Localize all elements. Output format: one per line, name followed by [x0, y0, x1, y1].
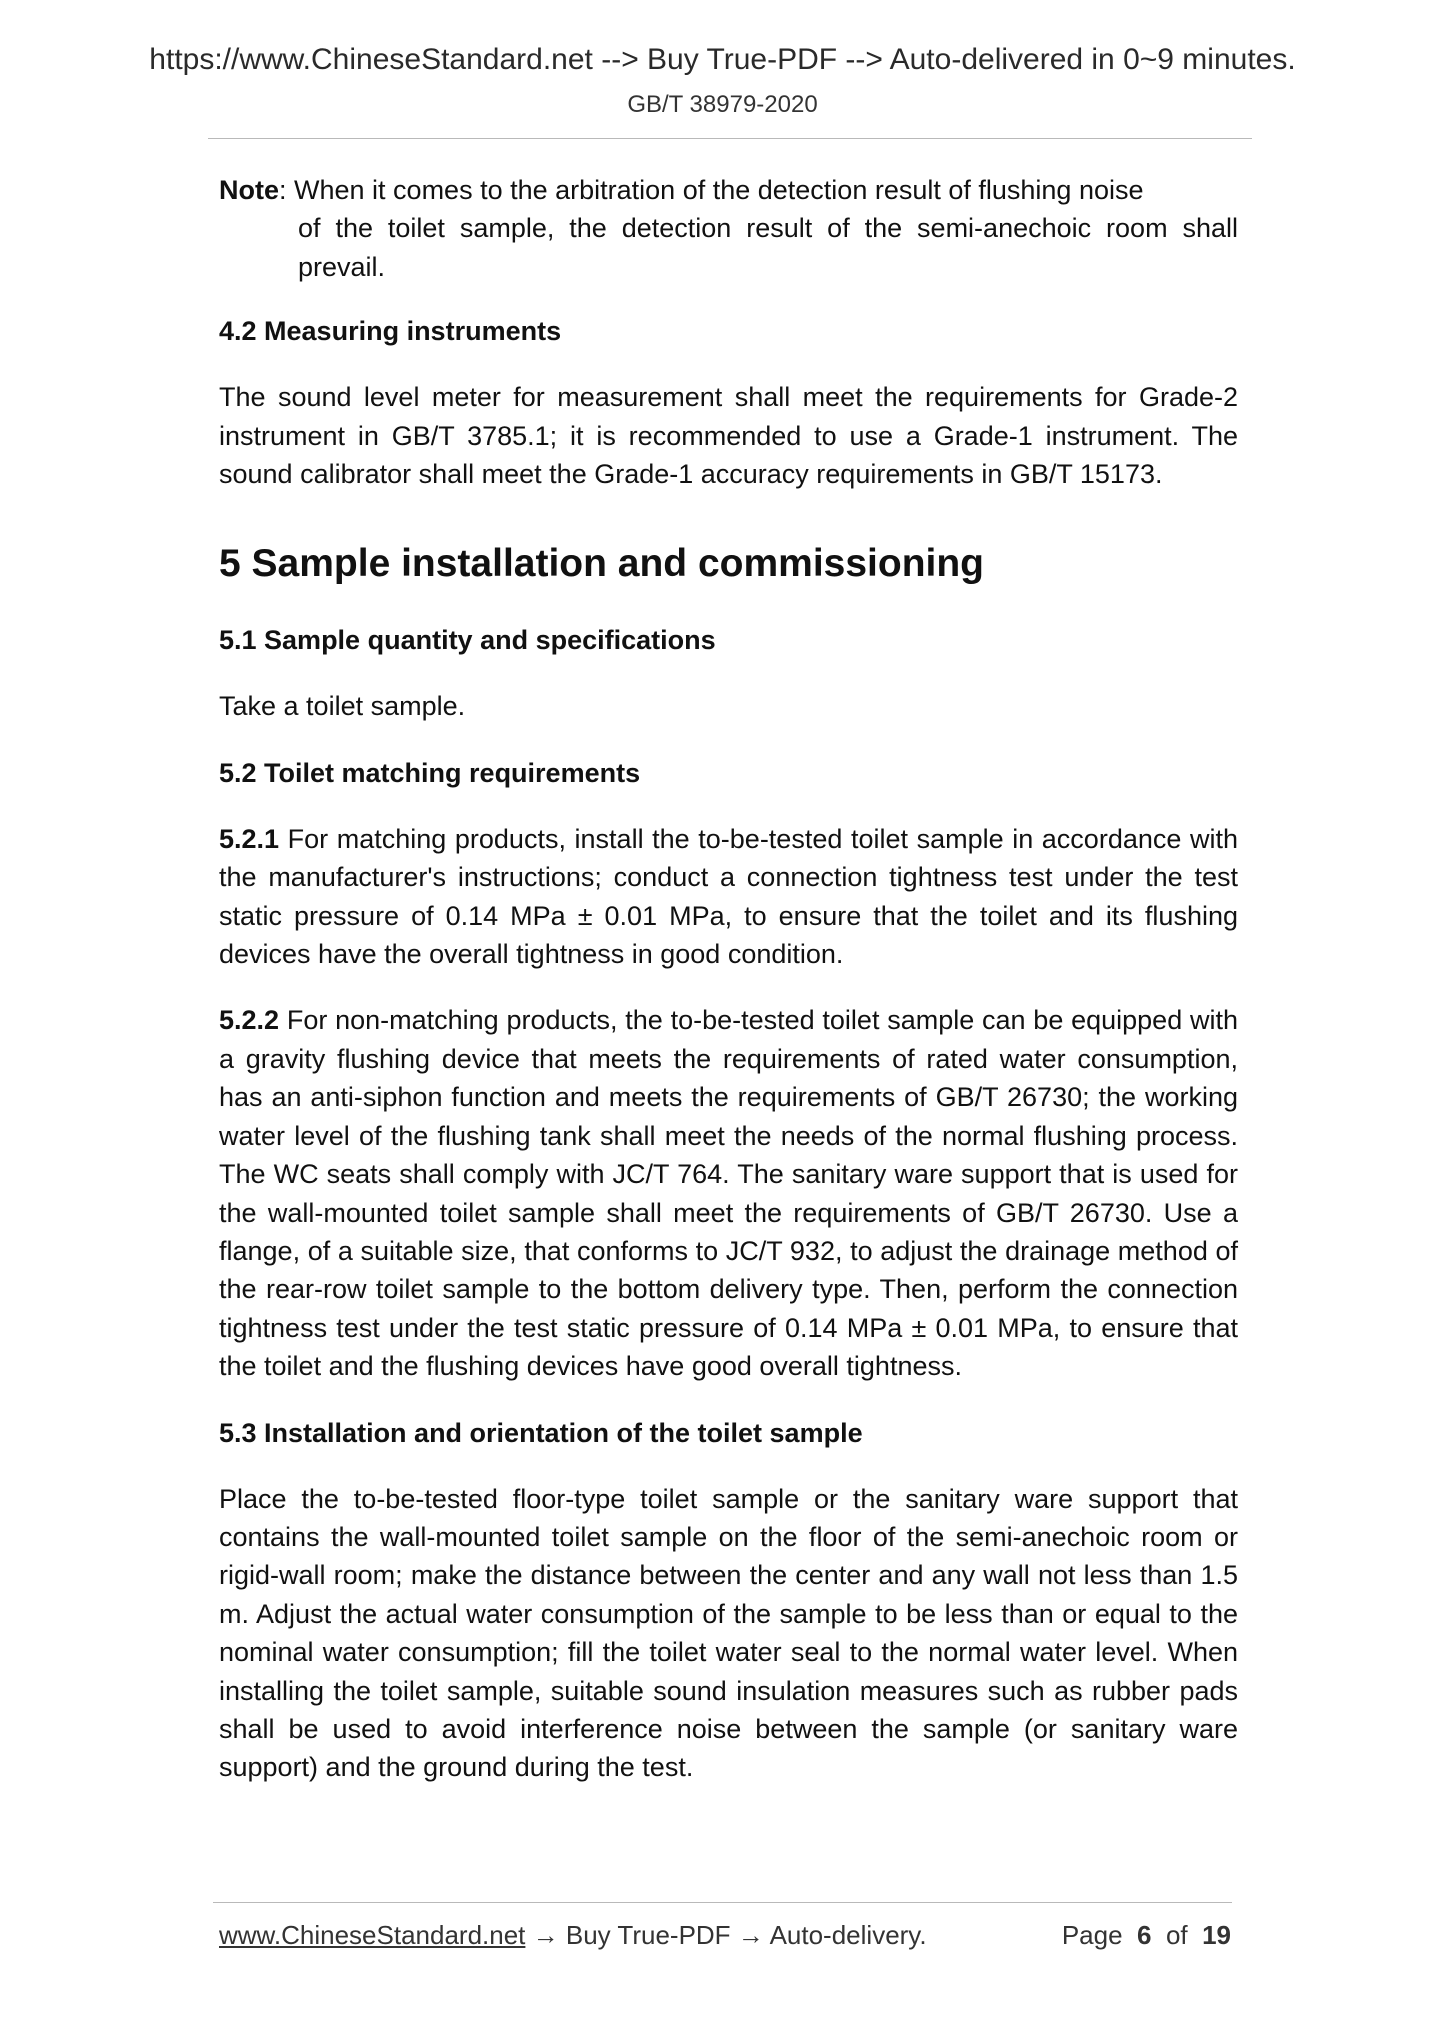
site-link[interactable]: www.ChineseStandard.net: [219, 1920, 526, 1950]
current-page: 6: [1137, 1920, 1152, 1950]
footer-divider: [213, 1902, 1232, 1903]
note-line-1: When it comes to the arbitration of the detection result of flushing noise: [294, 175, 1144, 205]
page-number: Page 6 of 19: [1061, 1920, 1231, 1950]
header-banner: https://www.ChineseStandard.net --> Buy True-PDF --> Auto-delivered in 0~9 minutes.: [149, 43, 1296, 76]
clause-5-2-2: [219, 1001, 1238, 1385]
section-5-2-heading: 5.2 Toilet matching requirements: [219, 757, 641, 788]
clause-5-2-1-text: For matching products, install the to-be-tested toilet sample in accordance with the manufacturer's instructions; conduct a connection tightness test under the test static pressure of 0.14 MPa ± 0.01 MPa, to ensure that the toilet and its flushing devices have the overall tightness in good condition.: [219, 823, 1238, 970]
section-5-heading: 5 Sample installation and commissioning: [219, 542, 984, 586]
clause-5-2-2-text: For non-matching products, the to-be-tested toilet sample can be equipped with a gravity flushing device that meets the requirements of rated water consumption, has an anti-siphon function and meets the requirements of GB/T 26730; the working water level of the flushing tank shall meet the needs of the normal flushing process. The WC seats shall comply with JC/T 764. The sanitary ware support that is used for the wall-mounted toilet sample shall meet the requirements of GB/T 26730. Use a flange, of a suitable size, that conforms to JC/T 932, to adjust the drainage method of the rear-row toilet sample to the bottom delivery type. Then, perform the connection tightness test under the test static pressure of 0.14 MPa ± 0.01 MPa, to ensure that the toilet and the flushing devices have good overall tightness.: [219, 1005, 1238, 1382]
note-label: Note: [219, 175, 279, 205]
total-pages: 19: [1202, 1920, 1231, 1950]
note-line-rest: of the toilet sample, the detection result of the semi-anechoic room shall prevail.: [298, 213, 1238, 282]
section-5-1-heading: 5.1 Sample quantity and specifications: [219, 625, 716, 656]
section-5-3-heading: 5.3 Installation and orientation of the toilet sample: [219, 1417, 863, 1448]
standard-code: GB/T 38979-2020: [627, 91, 818, 118]
footer-tagline: → Buy True-PDF → Auto-delivery.: [525, 1920, 927, 1950]
clause-5-2-1: [219, 820, 1238, 974]
section-4-2-text: The sound level meter for measurement shall meet the requirements for Grade-2 instrument in GB/T 3785.1; it is recommended to use a Grade-1 instrument. The sound calibrator shall meet the Grade-1 accuracy requirements in GB/T 15173.: [219, 382, 1238, 490]
section-4-2-heading: 4.2 Measuring instruments: [219, 316, 562, 347]
section-5-1-text: Take a toilet sample.: [219, 691, 466, 722]
footer-left: [219, 1918, 927, 1952]
section-5-3-text: Place the to-be-tested floor-type toilet sample or the sanitary ware support that contains the wall-mounted toilet sample on the floor of the semi-anechoic room or rigid-wall room; make the distance between the center and any wall not less than 1.5 m. Adjust the actual water consumption of the sample to be less than or equal to the nominal water consumption; fill the toilet water seal to the normal water level. When installing the toilet sample, suitable sound insulation measures such as rubber pads shall be used to avoid interference noise between the sample (or sanitary ware support) and the ground during the test.: [219, 1483, 1238, 1783]
header-divider: [208, 138, 1252, 139]
note-block: Note: When it comes to the arbitration of the detection result of flushing noise of the toilet sample, the detection result of the semi-anechoic room shall prevail.: [219, 171, 1238, 286]
note-text: [294, 171, 1238, 286]
clause-5-2-1-number: 5.2.1: [219, 823, 280, 854]
clause-5-2-2-number: 5.2.2: [219, 1005, 280, 1036]
document-body: [219, 171, 1238, 1787]
page-footer: [219, 1918, 1231, 1952]
